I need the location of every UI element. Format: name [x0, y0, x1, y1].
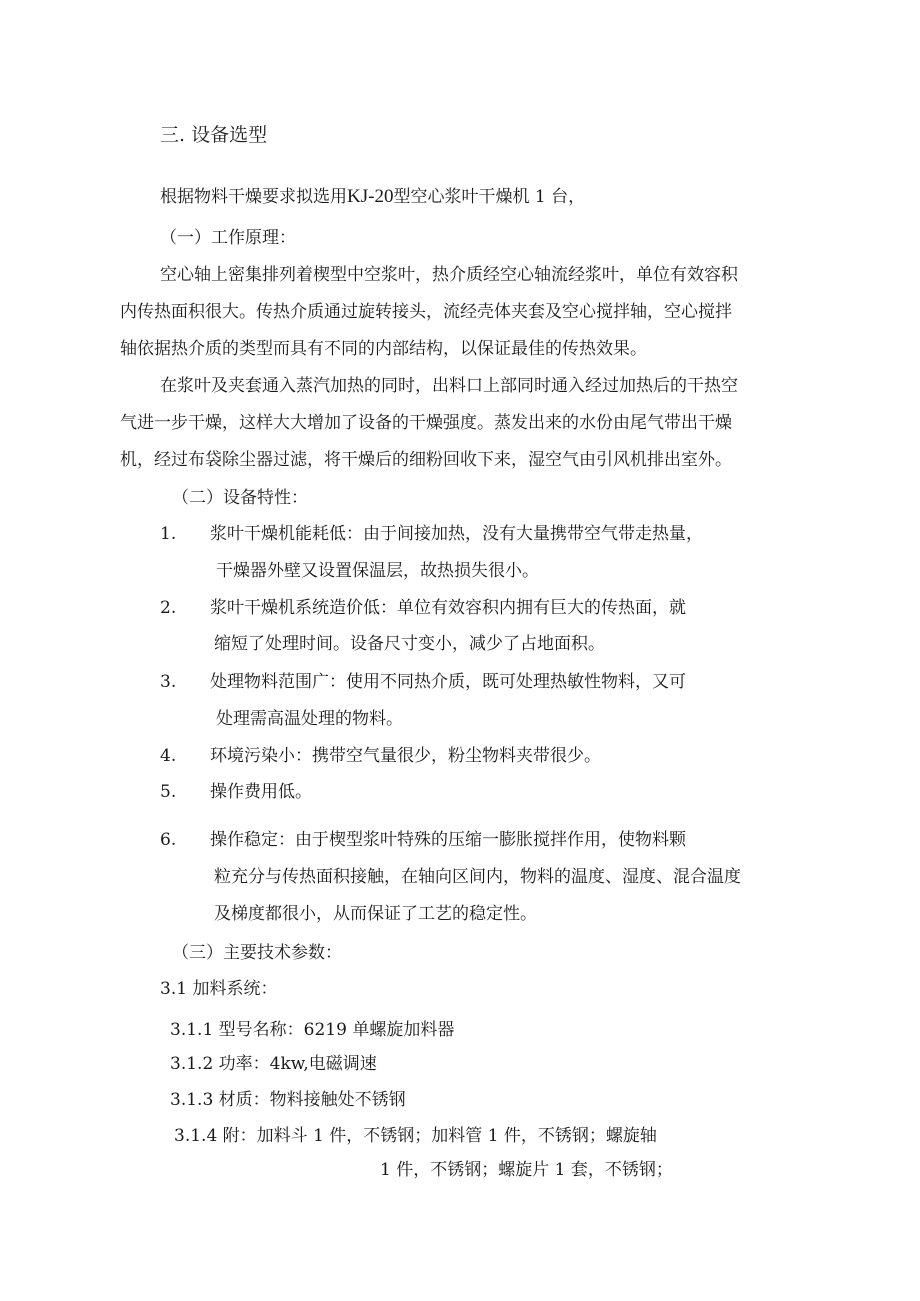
list-item-number: 1.: [160, 524, 177, 544]
page-title: 三. 设备选型: [160, 124, 268, 146]
param-line: [170, 1089, 406, 1111]
param-label: 3.1.2 功率：: [170, 1054, 270, 1074]
param-line: [174, 1125, 657, 1147]
para2-line: 气进一步干燥，这样大大增加了设备的干燥强度。蒸发出来的水份由尾气带出干燥: [120, 413, 732, 433]
param-value: 加料斗 1 件，不锈钢；加料管 1 件，不锈钢；螺旋轴: [256, 1126, 657, 1146]
list-item-line: 及梯度都很小，从而保证了工艺的稳定性。: [214, 904, 537, 924]
list-item-line: 操作稳定：由于楔型浆叶特殊的压缩一膨胀搅拌作用，使物料颗: [210, 830, 686, 850]
intro-post: 型空心浆叶干燥机 1 台，: [393, 187, 586, 207]
para1-line: 内传热面积很大。传热介质通过旋转接头，流经壳体夹套及空心搅拌轴，空心搅拌: [120, 302, 732, 322]
list-item-number: 2.: [160, 598, 177, 618]
section1-heading: （一）工作原理：: [160, 228, 296, 248]
list-item-line: 干燥器外壁又设置保温层，故热损失很小。: [216, 561, 539, 581]
list-item-number: 3.: [160, 672, 177, 692]
intro-model: KJ-20: [347, 186, 394, 207]
param-value: 物料接触处不锈钢: [269, 1090, 406, 1110]
intro-line: [160, 186, 585, 208]
list-item-line: 处理物料范围广：使用不同热介质，既可处理热敏性物料，又可: [210, 672, 686, 692]
param-line: [170, 1019, 454, 1041]
param-label: 3.1.4 附：: [174, 1126, 257, 1146]
para1-line: 轴依据热介质的类型而具有不同的内部结构，以保证最佳的传热效果。: [120, 339, 647, 359]
section3-heading: （三）主要技术参数：: [172, 943, 342, 963]
para1-line: 空心轴上密集排列着楔型中空浆叶，热介质经空心轴流经浆叶，单位有效容积: [160, 265, 738, 285]
para2-line: 在浆叶及夹套通入蒸汽加热的同时，出料口上部同时通入经过加热后的干热空: [160, 376, 738, 396]
subsection-heading: 3.1 加料系统：: [160, 979, 278, 999]
param-label: 3.1.1 型号名称：: [170, 1020, 304, 1040]
para2-line: 机，经过布袋除尘器过滤，将干燥后的细粉回收下来，湿空气由引风机排出室外。: [120, 450, 732, 470]
list-item-line: 浆叶干燥机能耗低：由于间接加热，没有大量携带空气带走热量，: [210, 524, 703, 544]
list-item-line: 缩短了处理时间。设备尺寸变小，减少了占地面积。: [214, 634, 605, 654]
section2-heading: （二）设备特性：: [172, 488, 308, 508]
list-item-line: 操作费用低。: [210, 782, 312, 802]
param-value: 4kw,电磁调速: [269, 1054, 377, 1074]
param-label: 3.1.3 材质：: [170, 1090, 270, 1110]
list-item-line: 粒充分与传热面积接触，在轴向区间内，物料的温度、湿度、混合温度: [214, 867, 741, 887]
param-continuation: 1 件，不锈钢；螺旋片 1 套，不锈钢；: [380, 1160, 673, 1180]
list-item-line: 环境污染小：携带空气量很少，粉尘物料夹带很少。: [210, 746, 601, 766]
param-line: [170, 1053, 377, 1075]
list-item-number: 5.: [160, 782, 177, 802]
param-value: 6219 单螺旋加料器: [303, 1020, 455, 1040]
list-item-line: 处理需高温处理的物料。: [216, 709, 403, 729]
list-item-number: 4.: [160, 746, 177, 766]
list-item-line: 浆叶干燥机系统造价低：单位有效容积内拥有巨大的传热面，就: [210, 598, 686, 618]
list-item-number: 6.: [160, 830, 177, 850]
intro-pre: 根据物料干燥要求拟选用: [160, 187, 347, 207]
